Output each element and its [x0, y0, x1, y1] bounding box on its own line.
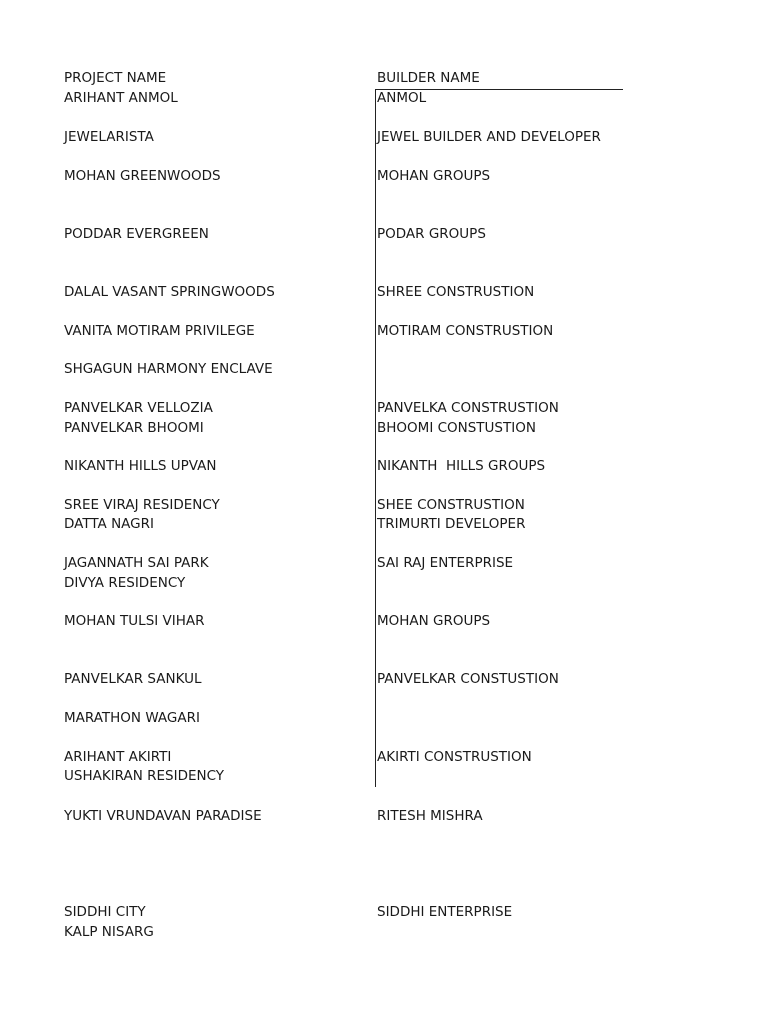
- project-name-cell: SHGAGUN HARMONY ENCLAVE: [64, 361, 273, 377]
- table-row: [0, 573, 768, 593]
- table-row: [0, 922, 768, 942]
- table-row: [0, 166, 768, 186]
- table-row: [0, 418, 768, 438]
- table-row: [0, 398, 768, 418]
- project-name-cell: MARATHON WAGARI: [64, 710, 200, 726]
- project-name-cell: PANVELKAR VELLOZIA: [64, 400, 213, 416]
- builder-name-cell: JEWEL BUILDER AND DEVELOPER: [377, 129, 601, 145]
- table-row: [0, 282, 768, 302]
- header-row: [0, 68, 768, 88]
- builder-name-cell: TRIMURTI DEVELOPER: [377, 516, 526, 532]
- builder-name-cell: AKIRTI CONSTRUSTION: [377, 749, 532, 765]
- project-name-cell: USHAKIRAN RESIDENCY: [64, 768, 225, 784]
- table-row: [0, 766, 768, 786]
- project-name-cell: MOHAN TULSI VIHAR: [64, 613, 205, 629]
- table-row: [0, 224, 768, 244]
- table-row: [0, 127, 768, 147]
- builder-name-cell: ANMOL: [377, 90, 427, 106]
- project-name-cell: NIKANTH HILLS UPVAN: [64, 458, 217, 474]
- project-name-cell: KALP NISARG: [64, 924, 154, 940]
- builder-name-cell: MOTIRAM CONSTRUSTION: [377, 323, 554, 339]
- builder-name-cell: PANVELKAR CONSTUSTION: [377, 671, 559, 687]
- project-name-header: PROJECT NAME: [64, 70, 167, 86]
- table-row: [0, 553, 768, 573]
- builder-name-cell: SIDDHI ENTERPRISE: [377, 904, 513, 920]
- builder-name-cell: NIKANTH HILLS GROUPS: [377, 458, 546, 474]
- table-row: [0, 359, 768, 379]
- table-row: [0, 747, 768, 767]
- table-row: [0, 456, 768, 476]
- project-name-cell: JAGANNATH SAI PARK: [64, 555, 209, 571]
- project-name-cell: SIDDHI CITY: [64, 904, 146, 920]
- project-name-cell: ARIHANT ANMOL: [64, 90, 178, 106]
- table-row: [0, 708, 768, 728]
- project-name-cell: PANVELKAR SANKUL: [64, 671, 202, 687]
- project-name-cell: JEWELARISTA: [64, 129, 154, 145]
- project-name-cell: SREE VIRAJ RESIDENCY: [64, 497, 220, 513]
- builder-name-cell: SAI RAJ ENTERPRISE: [377, 555, 514, 571]
- table-row: [0, 669, 768, 689]
- project-name-cell: ARIHANT AKIRTI: [64, 749, 172, 765]
- table-row: [0, 902, 768, 922]
- builder-name-cell: PODAR GROUPS: [377, 226, 486, 242]
- project-name-cell: YUKTI VRUNDAVAN PARADISE: [64, 808, 262, 824]
- table-row: [0, 88, 768, 108]
- builder-name-cell: RITESH MISHRA: [377, 808, 483, 824]
- builder-name-cell: MOHAN GROUPS: [377, 168, 491, 184]
- project-name-cell: VANITA MOTIRAM PRIVILEGE: [64, 323, 255, 339]
- table-row: [0, 321, 768, 341]
- table-row: [0, 495, 768, 515]
- project-name-cell: MOHAN GREENWOODS: [64, 168, 221, 184]
- table-row: [0, 611, 768, 631]
- builder-name-cell: PANVELKA CONSTRUSTION: [377, 400, 559, 416]
- project-name-cell: DIVYA RESIDENCY: [64, 575, 186, 591]
- project-name-cell: PODDAR EVERGREEN: [64, 226, 209, 242]
- builder-name-cell: SHEE CONSTRUSTION: [377, 497, 525, 513]
- project-name-cell: DATTA NAGRI: [64, 516, 154, 532]
- builder-name-cell: BHOOMI CONSTUSTION: [377, 420, 536, 436]
- table-row: [0, 806, 768, 826]
- builder-name-header: BUILDER NAME: [377, 70, 480, 86]
- builder-name-cell: SHREE CONSTRUSTION: [377, 284, 535, 300]
- builder-name-cell: MOHAN GROUPS: [377, 613, 491, 629]
- project-name-cell: PANVELKAR BHOOMI: [64, 420, 204, 436]
- table-row: [0, 514, 768, 534]
- project-name-cell: DALAL VASANT SPRINGWOODS: [64, 284, 275, 300]
